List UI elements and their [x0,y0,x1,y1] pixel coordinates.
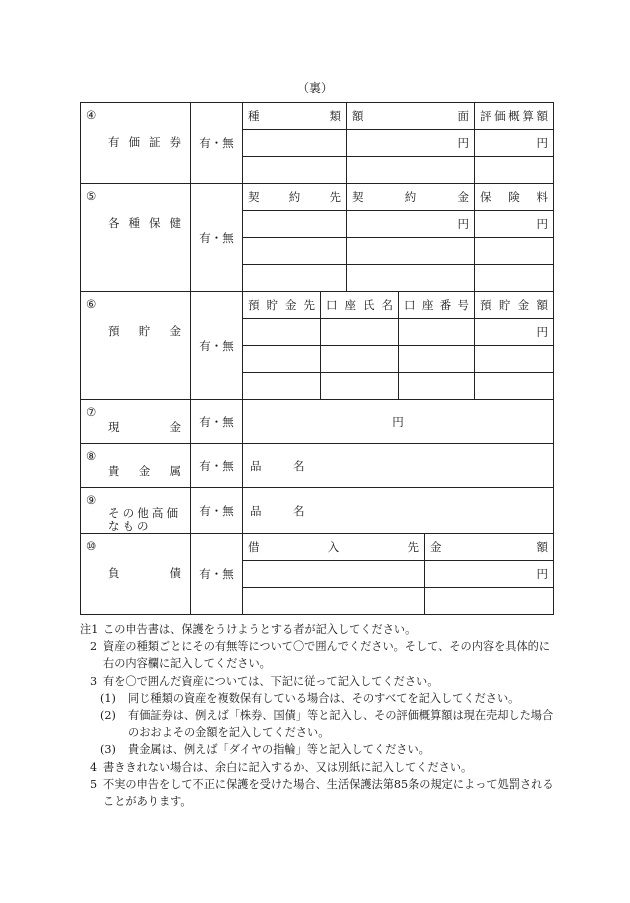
note-3 [80,673,560,690]
valuables-number: ⑨ [86,493,97,507]
securities-yes-no[interactable]: 有・無 [191,103,243,184]
note-3-1 [80,690,560,707]
notes-section [80,621,560,810]
savings-account-name-field[interactable] [321,373,399,400]
note-label: (3) [100,743,116,757]
metals-row [81,444,554,488]
securities-row [81,103,554,130]
note-text: 書ききれない場合は、余白に記入するか、又は別紙に記入してください。 [103,760,473,774]
debts-label-cell [81,534,191,615]
debts-name: 負債 [108,566,181,580]
debts-amount-field[interactable] [425,588,554,615]
insurance-contract-amount-field[interactable] [347,265,475,292]
page-title: （裏） [296,81,333,95]
savings-row [81,292,554,319]
note-text: 不実の申告をして不正に保護を受けた場合、生活保護法第85条の規定によって処罰されることがあります。 [103,777,554,809]
savings-col-account-name: 口座氏名 [326,298,393,312]
note-text: 資産の種類ごとにその有無等について〇で囲んでください。そして、その内容を具体的に右の内容欄に記入してください。 [103,640,551,671]
insurance-col-premium: 保険料 [480,190,549,204]
note-label: 注1 [80,623,99,636]
note-label: (1) [100,691,116,705]
insurance-row [81,184,554,211]
asset-declaration-table [80,102,554,615]
insurance-contract-amount-field[interactable]: 円 [347,211,475,238]
metals-name: 貴金属 [108,464,181,478]
savings-amount-field[interactable] [475,373,554,400]
valuables-label-cell [81,488,191,534]
insurance-premium-field[interactable]: 円 [475,211,554,238]
insurance-contractor-field[interactable] [243,211,347,238]
debts-amount-field[interactable]: 円 [425,561,554,588]
metals-label-cell [81,444,191,488]
note-1 [80,621,560,638]
savings-bank-field[interactable] [243,319,321,346]
cash-label-cell [81,400,191,444]
savings-yes-no[interactable]: 有・無 [191,292,243,400]
savings-account-name-field[interactable] [321,319,399,346]
savings-col-account-number: 口座番号 [404,298,470,312]
note-text: 有価証券は、例えば「株券、国債」等と記入し、その評価概算額は現在売却した場合のおおよその金額を記入してください。 [128,709,554,740]
debts-yes-no[interactable]: 有・無 [191,534,243,615]
note-text: 有を〇で囲んだ資産については、下記に従って記入してください。 [103,674,439,688]
note-label: 3 [90,674,98,688]
insurance-contract-amount-field[interactable] [347,238,475,265]
insurance-number: ⑤ [86,189,97,203]
debts-row [81,534,554,561]
savings-bank-field[interactable] [243,373,321,400]
insurance-col-contract-amount: 契約金 [352,190,470,204]
securities-estimated-value-field[interactable] [475,157,554,184]
savings-account-number-field[interactable] [399,319,475,346]
note-3-3 [80,741,560,758]
cash-row [81,400,554,444]
note-label: (2) [100,709,116,723]
securities-label-cell [81,103,191,184]
securities-face-value-field[interactable]: 円 [347,130,475,157]
savings-number: ⑥ [86,297,97,311]
valuables-name: その他高価なもの [108,506,181,533]
insurance-col-contractor: 契約先 [248,190,341,204]
securities-face-value-field[interactable] [347,157,475,184]
note-text: 貴金属は、例えば「ダイヤの指輪」等と記入してください。 [128,743,430,757]
securities-col-type: 種類 [248,109,341,123]
insurance-label-cell [81,184,191,292]
note-label: 2 [90,640,98,654]
savings-col-bank: 預貯金先 [248,298,315,312]
insurance-premium-field[interactable] [475,238,554,265]
valuables-item-label: 品 名 [250,503,315,518]
note-label: 4 [90,760,98,774]
metals-number: ⑧ [86,449,97,463]
insurance-contractor-field[interactable] [243,265,347,292]
securities-col-face-value: 額面 [352,109,470,123]
cash-number: ⑦ [86,405,97,419]
debts-col-lender: 借入先 [248,540,419,554]
securities-estimated-value-field[interactable]: 円 [475,130,554,157]
savings-amount-field[interactable] [475,346,554,373]
note-text: 同じ種類の資産を複数保有している場合は、そのすべてを記入してください。 [128,691,520,705]
savings-amount-field[interactable]: 円 [475,319,554,346]
debts-col-amount: 金額 [430,540,549,554]
cash-yes-no[interactable]: 有・無 [191,400,243,444]
savings-account-number-field[interactable] [399,373,475,400]
savings-name: 預貯金 [108,324,181,338]
note-2 [80,638,560,672]
securities-col-estimated-value: 評価概算額 [480,109,549,123]
cash-name: 現金 [108,420,181,434]
insurance-yes-no[interactable]: 有・無 [191,184,243,292]
valuables-yes-no[interactable]: 有・無 [191,488,243,534]
savings-account-name-field[interactable] [321,346,399,373]
valuables-item-field[interactable] [243,488,554,534]
savings-label-cell [81,292,191,400]
savings-account-number-field[interactable] [399,346,475,373]
note-3-2 [80,707,560,741]
note-label: 5 [90,777,98,791]
note-4 [80,759,560,776]
securities-type-field[interactable] [243,157,347,184]
debts-lender-field[interactable] [243,588,425,615]
insurance-contractor-field[interactable] [243,238,347,265]
insurance-name: 各種保健 [108,216,181,230]
insurance-premium-field[interactable] [475,265,554,292]
debts-lender-field[interactable] [243,561,425,588]
note-text: この申告書は、保護をうけようとする者が記入してください。 [103,623,417,636]
note-5 [80,776,560,810]
cash-amount-field[interactable]: 円 [243,400,554,444]
valuables-row [81,488,554,534]
debts-number: ⑩ [86,539,97,553]
metals-yes-no[interactable]: 有・無 [191,444,243,488]
savings-bank-field[interactable] [243,346,321,373]
securities-type-field[interactable] [243,130,347,157]
metals-item-label: 品 名 [250,458,315,473]
securities-number: ④ [86,108,97,122]
metals-item-field[interactable] [243,444,554,488]
savings-col-amount: 預貯金額 [480,298,549,312]
securities-name: 有価証券 [108,135,181,149]
